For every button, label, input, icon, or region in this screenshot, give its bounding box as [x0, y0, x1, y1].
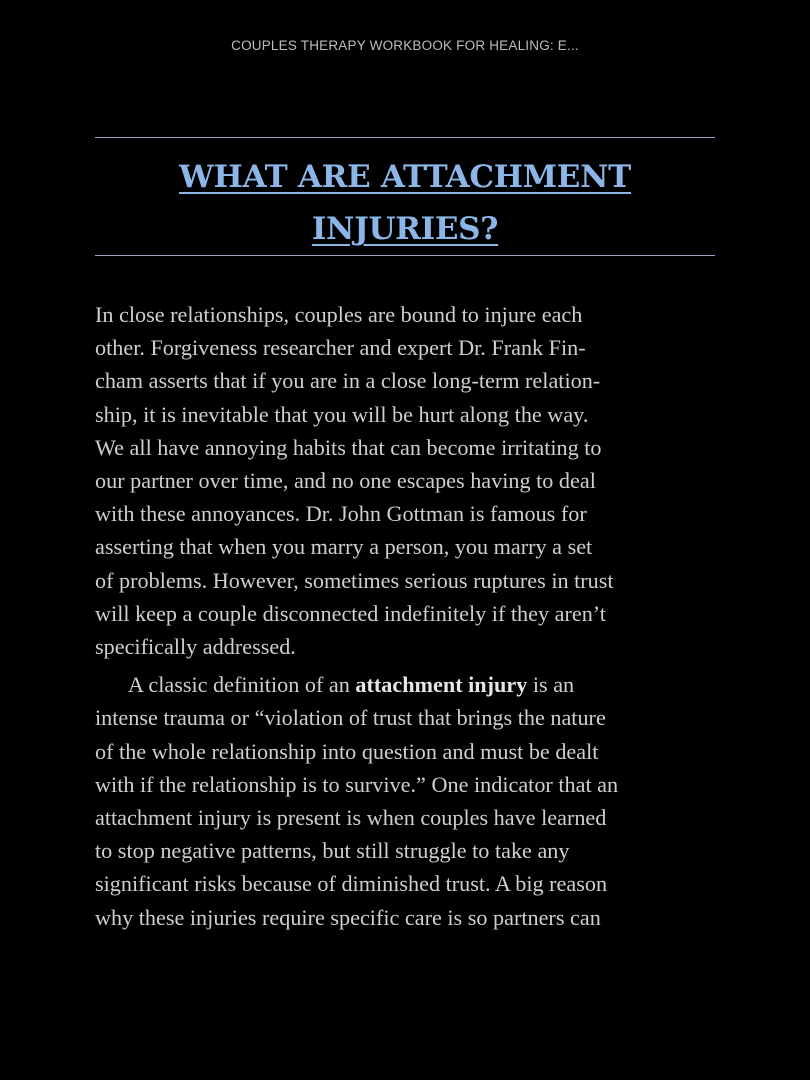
text-line: will keep a couple disconnected indefinitely if they aren’t	[95, 600, 606, 626]
text-line-first	[95, 668, 717, 701]
text-line: ship, it is inevitable that you will be hurt along the way.	[95, 401, 589, 427]
text-line: with these annoyances. Dr. John Gottman is famous for	[95, 501, 587, 527]
text-line: to stop negative patterns, but still struggle to take any	[95, 838, 570, 864]
chapter-title-line-2: INJURIES?	[311, 211, 499, 247]
text-line: asserting that when you marry a person, you marry a set	[95, 534, 593, 560]
text-line: We all have annoying habits that can become irritating to	[95, 434, 602, 460]
text-line: of the whole relationship into question and must be dealt	[95, 738, 599, 764]
text-line: with if the relationship is to survive.” One indicator that an	[95, 771, 619, 797]
text-line: why these injuries require specific care is so partners can	[95, 904, 601, 930]
text-line: specifically addressed.	[95, 634, 296, 660]
text-line: other. Forgiveness researcher and expert Dr. Frank Fin-	[95, 335, 586, 361]
text-run: A classic definition of an	[128, 672, 356, 698]
text-line: our partner over time, and no one escapes having to deal	[95, 468, 596, 494]
paragraph-1	[95, 298, 717, 663]
text-line: cham asserts that if you are in a close long-term relation-	[95, 368, 601, 394]
text-line: of problems. However, sometimes serious ruptures in trust	[95, 567, 614, 593]
paragraph-2	[95, 668, 717, 934]
chapter-body	[95, 298, 717, 934]
chapter-heading	[95, 137, 715, 256]
text-run: is an	[527, 672, 575, 698]
text-line: intense trauma or “violation of trust that brings the nature	[95, 705, 606, 731]
book-title-header: COUPLES THERAPY WORKBOOK FOR HEALING: E...	[231, 38, 579, 53]
text-line: attachment injury is present is when couples have learned	[95, 805, 607, 831]
key-term: attachment injury	[355, 672, 528, 698]
chapter-title-link[interactable]	[95, 151, 715, 255]
chapter-title-line-1: WHAT ARE ATTACHMENT	[179, 159, 631, 195]
text-line: significant risks because of diminished trust. A big reason	[95, 871, 608, 897]
text-line: In close relationships, couples are bound to injure each	[95, 302, 583, 327]
